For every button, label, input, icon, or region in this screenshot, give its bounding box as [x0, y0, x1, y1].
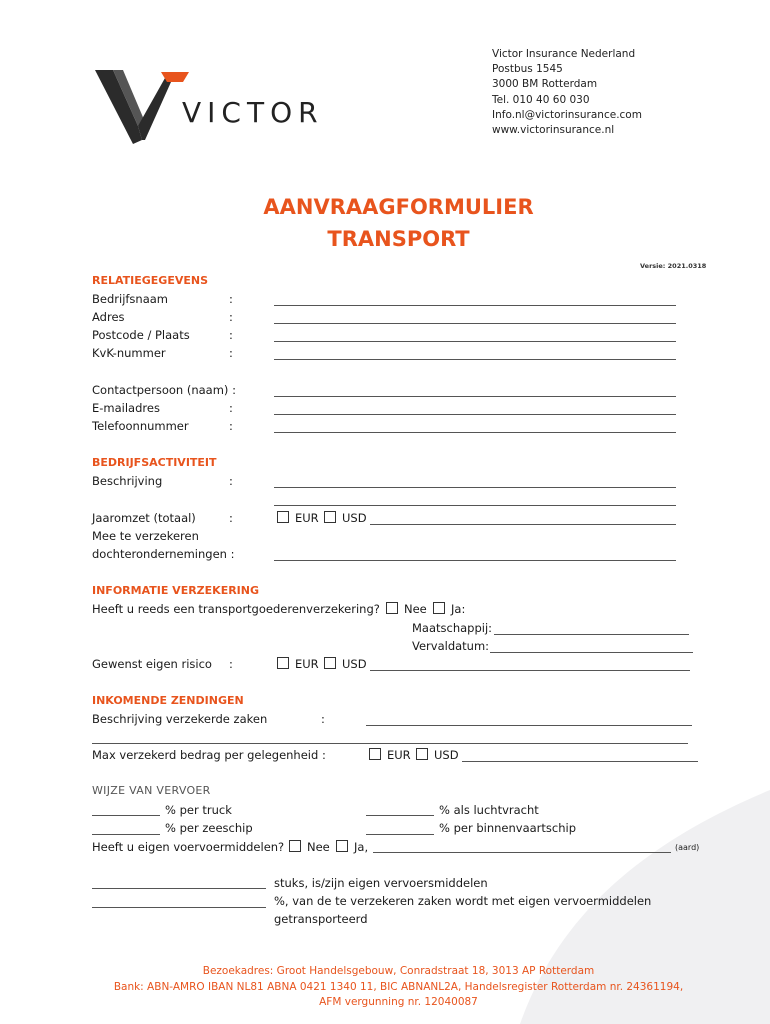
field-aard[interactable]: [373, 852, 671, 853]
field-kvk-nummer[interactable]: [274, 359, 676, 360]
label-usd: USD: [342, 511, 367, 525]
field-emailadres[interactable]: [274, 414, 676, 415]
field-stuks[interactable]: [92, 888, 266, 889]
label-eur: EUR: [295, 657, 319, 671]
footer-bank-info: Bank: ABN-AMRO IBAN NL81 ABNA 0421 1340 11, BIC ABNANL2A, Handelsregister Rotterdam nr. 24361194,: [113, 980, 684, 993]
version-label: Versie: 2021.0318: [640, 262, 707, 270]
field-beschrijving-2[interactable]: [274, 505, 676, 506]
field-adres[interactable]: [274, 323, 676, 324]
form-subtitle: TRANSPORT: [327, 227, 470, 251]
field-beschrijving-1[interactable]: [274, 487, 676, 488]
field-zeeschip-percent[interactable]: [92, 834, 160, 835]
field-jaaromzet[interactable]: [370, 524, 676, 525]
question-transportverzekering: Heeft u reeds een transportgoederenverzekering?: [92, 602, 380, 616]
colon: :: [229, 310, 233, 324]
section-heading-informatie: INFORMATIE VERZEKERING: [92, 584, 260, 597]
field-maatschappij[interactable]: [494, 634, 689, 635]
colon: :: [229, 419, 233, 433]
field-eigen-risico[interactable]: [370, 670, 690, 671]
label-per-zeeschip: % per zeeschip: [165, 821, 253, 835]
label-eigen-risico: Gewenst eigen risico: [92, 657, 212, 671]
address-email[interactable]: Info.nl@victorinsurance.com: [492, 108, 642, 121]
section-heading-vervoer: WIJZE VAN VERVOER: [92, 784, 211, 797]
checkbox-verzekering-ja[interactable]: [433, 602, 445, 614]
label-eur: EUR: [295, 511, 319, 525]
label-per-truck: % per truck: [165, 803, 232, 817]
footer: [0, 964, 770, 1011]
label-beschrijving-zaken: Beschrijving verzekerde zaken: [92, 712, 268, 726]
label-nee: Nee: [404, 602, 427, 616]
address-website[interactable]: www.victorinsurance.nl: [492, 124, 615, 137]
label-vervaldatum: Vervaldatum:: [412, 639, 490, 653]
address-line: Postbus 1545: [492, 63, 563, 76]
field-dochterondernemingen[interactable]: [274, 560, 676, 561]
label-jaaromzet: Jaaromzet (totaal): [92, 511, 196, 525]
label-aard: (aard): [675, 843, 700, 852]
checkbox-verzekering-nee[interactable]: [386, 602, 398, 614]
colon: :: [229, 511, 233, 525]
field-luchtvracht-percent[interactable]: [366, 815, 434, 816]
checkbox-risico-usd[interactable]: [324, 657, 336, 669]
checkbox-jaaromzet-eur[interactable]: [277, 511, 289, 523]
checkbox-risico-eur[interactable]: [277, 657, 289, 669]
field-vervaldatum[interactable]: [490, 652, 693, 653]
label-binnenvaart: % per binnenvaartschip: [439, 821, 577, 835]
footer-afm: AFM vergunning nr. 12040087: [319, 996, 478, 1008]
checkbox-max-eur[interactable]: [369, 748, 381, 760]
label-ja: Ja,: [354, 840, 369, 854]
field-bedrijfsnaam[interactable]: [274, 305, 676, 306]
checkbox-jaaromzet-usd[interactable]: [324, 511, 336, 523]
label-kvk-nummer: KvK-nummer: [92, 346, 166, 360]
label-adres: Adres: [92, 310, 125, 324]
label-emailadres: E-mailadres: [92, 401, 160, 415]
field-beschrijving-zaken-1[interactable]: [366, 725, 692, 726]
form-title: AANVRAAGFORMULIER: [263, 195, 534, 219]
label-usd: USD: [342, 657, 367, 671]
label-telefoonnummer: Telefoonnummer: [92, 419, 189, 433]
label-bedrijfsnaam: Bedrijfsnaam: [92, 292, 169, 306]
colon: :: [229, 346, 233, 360]
label-ja: Ja:: [451, 602, 466, 616]
company-address: [492, 47, 642, 138]
field-truck-percent[interactable]: [92, 815, 160, 816]
logo-wordmark: VICTOR: [182, 96, 324, 129]
label-postcode-plaats: Postcode / Plaats: [92, 328, 190, 342]
question-eigen-vervoermiddelen: Heeft u eigen voervoermiddelen?: [92, 840, 285, 854]
label-eigen-percent: %, van de te verzekeren zaken wordt met eigen vervoermiddelen: [274, 894, 652, 908]
colon: :: [321, 712, 325, 726]
field-beschrijving-zaken-2[interactable]: [92, 743, 688, 744]
colon: :: [229, 401, 233, 415]
section-heading-bedrijf: BEDRIJFSACTIVITEIT: [92, 456, 217, 469]
checkbox-eigen-ja[interactable]: [336, 840, 348, 852]
address-line: Victor Insurance Nederland: [492, 48, 636, 60]
section-heading-relatie: RELATIEGEGEVENS: [92, 274, 209, 287]
colon: :: [229, 328, 233, 342]
checkbox-eigen-nee[interactable]: [289, 840, 301, 852]
section-heading-inkomende: INKOMENDE ZENDINGEN: [92, 694, 244, 707]
label-contactpersoon: Contactpersoon (naam) :: [92, 383, 236, 397]
colon: :: [229, 657, 233, 671]
colon: :: [229, 292, 233, 306]
footer-visit-address: Bezoekadres: Groot Handelsgebouw, Conradstraat 18, 3013 AP Rotterdam: [202, 965, 595, 977]
address-line: Tel. 010 40 60 030: [492, 93, 590, 106]
field-postcode-plaats[interactable]: [274, 341, 676, 342]
label-mee-verzekeren: Mee te verzekeren: [92, 529, 199, 543]
field-max-bedrag[interactable]: [462, 761, 698, 762]
label-nee: Nee: [307, 840, 330, 854]
field-eigen-percent[interactable]: [92, 907, 266, 908]
label-eur: EUR: [387, 748, 411, 762]
address-line: 3000 BM Rotterdam: [492, 78, 598, 91]
checkbox-max-usd[interactable]: [416, 748, 428, 760]
label-beschrijving: Beschrijving: [92, 474, 163, 488]
label-getransporteerd: getransporteerd: [274, 912, 368, 926]
label-max-bedrag: Max verzekerd bedrag per gelegenheid :: [92, 748, 326, 762]
field-telefoonnummer[interactable]: [274, 432, 676, 433]
label-stuks: stuks, is/zijn eigen vervoersmiddelen: [274, 876, 488, 890]
label-dochterondernemingen: dochterondernemingen :: [92, 547, 235, 561]
field-contactpersoon[interactable]: [274, 396, 676, 397]
label-maatschappij: Maatschappij:: [412, 621, 493, 635]
label-luchtvracht: % als luchtvracht: [439, 803, 539, 817]
label-usd: USD: [434, 748, 459, 762]
colon: :: [229, 474, 233, 488]
field-binnenvaart-percent[interactable]: [366, 834, 434, 835]
